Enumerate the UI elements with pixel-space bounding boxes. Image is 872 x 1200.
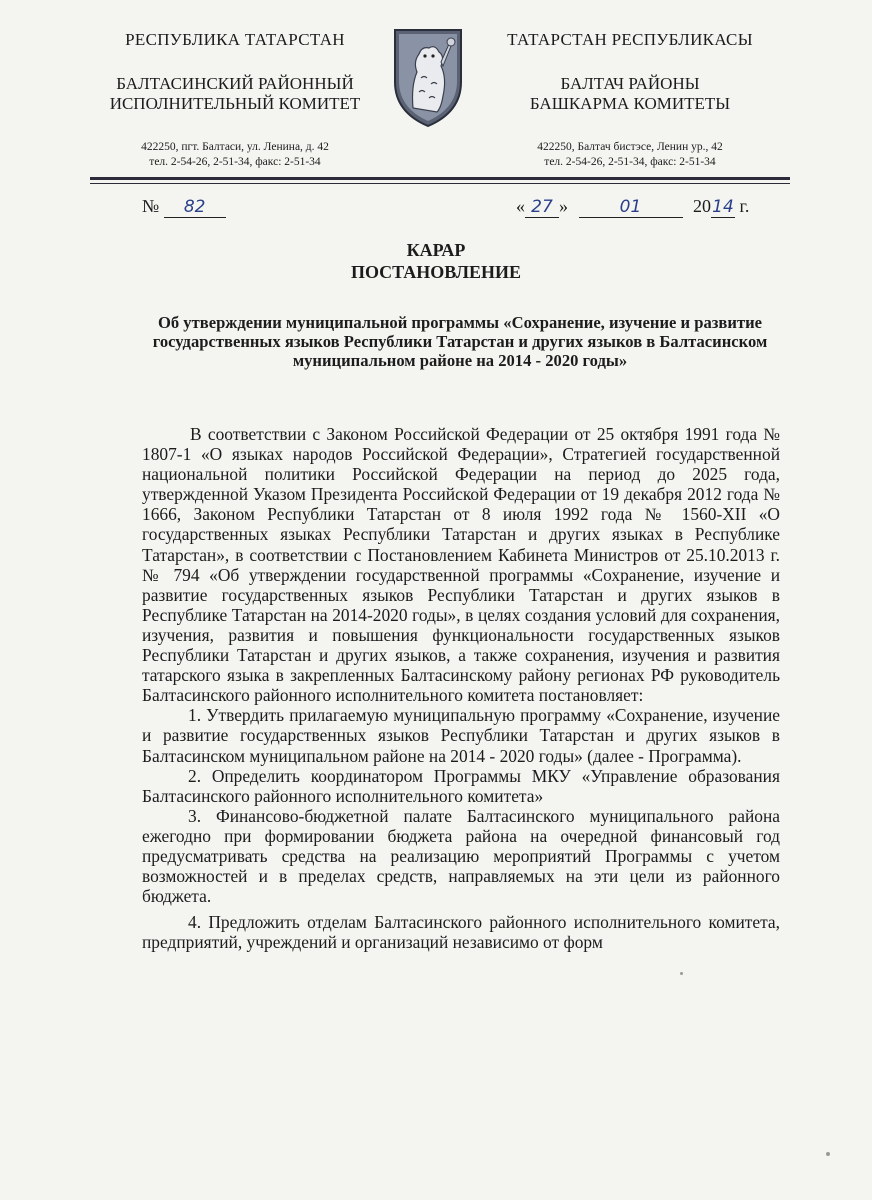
phones-tt: тел. 2-54-26, 2-51-34, факс: 2-51-34 <box>544 156 716 168</box>
paper-speck <box>826 1152 830 1156</box>
contact-tt <box>480 140 780 170</box>
paper-speck <box>680 972 683 975</box>
month-field <box>579 196 683 218</box>
org-name-ru <box>90 74 380 114</box>
header-divider-thin <box>90 183 790 184</box>
list-item: 4. Предложить отделам Балтасинского районного исполнительного комитета, предприятий, учреждений и организаций независимо от форм <box>142 912 780 953</box>
header-divider-thick <box>90 177 790 180</box>
org-name-tt-line2: БАШКАРМА КОМИТЕТЫ <box>529 94 731 113</box>
number-label: № <box>142 196 160 216</box>
document-body <box>142 424 780 952</box>
org-name-tt <box>480 74 780 114</box>
date-close-quote: » <box>559 196 568 216</box>
coat-of-arms-snow-leopard-icon <box>389 26 467 128</box>
phones-ru: тел. 2-54-26, 2-51-34, факс: 2-51-34 <box>149 156 321 168</box>
number-field <box>164 196 226 218</box>
day-field <box>525 196 559 218</box>
doc-type-tatar: КАРАР <box>406 240 466 260</box>
list-item: 1. Утвердить прилагаемую муниципальную программу «Сохранение, изучение и развитие государственных языков Республики Татарстан и других языков в Балтасинском муниципальном районе на 2014 - 2020 годы» (далее - Программа). <box>142 705 780 766</box>
republic-name-ru: РЕСПУБЛИКА ТАТАРСТАН <box>125 30 345 49</box>
list-item: 2. Определить координатором Программы МКУ «Управление образования Балтасинского районного исполнительного комитета» <box>142 765 780 806</box>
document-date <box>516 196 749 218</box>
number-value: 82 <box>183 197 206 217</box>
contact-ru <box>90 140 380 170</box>
year-field <box>711 196 735 218</box>
org-name-ru-line1: БАЛТАСИНСКИЙ РАЙОННЫЙ <box>116 74 354 93</box>
document-subject: Об утверждении муниципальной программы «Сохранение, изучение и развитие государственных языков Республики Татарстан и других языков в Балтасинском муниципальном районе на 2014 - 2020 годы» <box>152 313 768 370</box>
date-open-quote: « <box>516 196 525 216</box>
org-name-tt-line1: БАЛТАЧ РАЙОНЫ <box>560 74 700 93</box>
list-item: 3. Финансово-бюджетной палате Балтасинского муниципального района ежегодно при формировании бюджета района на очередной финансовый год предусматривать средства на реализацию мероприятий Программы с учетом возможностей и в пределах средств, направляемых на эти цели из районного бюджета. <box>142 805 780 907</box>
header-left-block <box>90 30 380 170</box>
document-number <box>142 196 226 218</box>
year-unit: г. <box>739 196 750 216</box>
month-value: 01 <box>619 197 642 217</box>
header-right-block <box>480 30 780 170</box>
year-prefix: 20 <box>693 196 711 216</box>
preamble-paragraph: В соответствии с Законом Российской Федерации от 25 октября 1991 года № 1807-1 «О языках народов Российской Федерации», Стратегией государственной национальной политики Российской Федерации на период до 2025 года, утвержденной Указом Президента Российской Федерации от 19 декабря 2012 года № 1666, Законом Республики Татарстан от 8 июля 1992 года № 1560-XII «О государственных языках Республики Татарстан и других языках в Республике Татарстан», в соответствии с Постановлением Кабинета Министров от 25.10.2013 г. № 794 «Об утверждении государственной программы «Сохранение, изучение и развитие государственных языков Республики Татарстан и других языков в Республике Татарстан на 2014-2020 годы», в целях создания условий для сохранения, изучения, развития и повышения функциональности государственных языков Республики Татарстан и других языков, а также сохранения, изучения и развития татарского языка в закрепленных Балтасинскому району регионах РФ руководитель Балтасинского районного исполнительного комитета постановляет: <box>142 424 780 706</box>
year-value: 14 <box>712 197 734 217</box>
address-tt: 422250, Балтач бистэсе, Ленин ур., 42 <box>537 141 723 153</box>
address-ru: 422250, пгт. Балтаси, ул. Ленина, д. 42 <box>141 141 329 153</box>
republic-name-tt: ТАТАРСТАН РЕСПУБЛИКАСЫ <box>507 30 753 49</box>
org-name-ru-line2: ИСПОЛНИТЕЛЬНЫЙ КОМИТЕТ <box>109 94 361 113</box>
doc-type-russian: ПОСТАНОВЛЕНИЕ <box>350 262 522 282</box>
day-value: 27 <box>531 197 553 217</box>
